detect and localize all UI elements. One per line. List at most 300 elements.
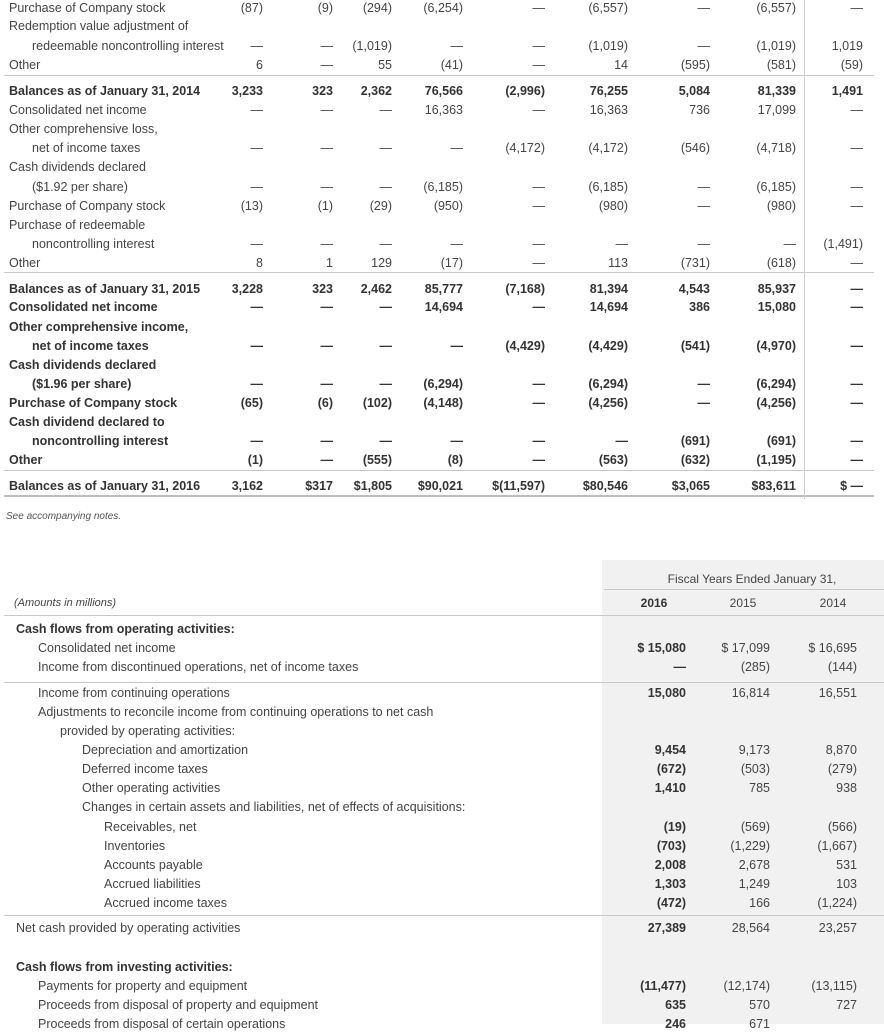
row-label: Cash dividend declared to	[9, 415, 165, 429]
value-cell: 113	[608, 256, 628, 270]
value-cell: —	[320, 180, 333, 194]
value-cell: 166	[749, 896, 770, 910]
divider	[4, 682, 884, 683]
value-cell: —	[850, 282, 863, 296]
value-cell: (9)	[317, 1, 333, 15]
value-cell: 55	[378, 58, 392, 72]
divider	[4, 75, 874, 76]
column-divider	[804, 0, 805, 499]
value-cell: —	[379, 141, 392, 155]
row-label: provided by operating activities:	[60, 724, 236, 738]
equity-row	[0, 56, 884, 75]
divider	[4, 615, 884, 616]
value-cell: (7,168)	[505, 282, 545, 296]
row-label: Payments for property and equipment	[38, 979, 248, 993]
row-label: Other	[9, 453, 43, 467]
value-cell: (4,148)	[423, 396, 463, 410]
row-label: Other	[9, 58, 41, 72]
value-cell: 2,362	[360, 84, 392, 98]
value-cell: (1,667)	[817, 839, 857, 853]
value-cell: —	[697, 199, 710, 213]
value-cell: $(11,597)	[492, 479, 545, 493]
value-cell: —	[532, 237, 545, 251]
value-cell: (581)	[766, 58, 796, 72]
value-cell: —	[850, 199, 863, 213]
equity-row	[0, 178, 884, 197]
value-cell: —	[850, 396, 863, 410]
cashflow-row	[0, 722, 884, 741]
value-cell: —	[250, 103, 263, 117]
value-cell: —	[532, 180, 545, 194]
value-cell: (618)	[766, 256, 796, 270]
value-cell: —	[450, 39, 463, 53]
value-cell: 15,080	[647, 686, 686, 700]
value-cell: 635	[665, 998, 686, 1012]
equity-row	[0, 37, 884, 56]
value-cell: —	[379, 339, 392, 353]
value-cell: (566)	[827, 820, 857, 834]
value-cell: 76,255	[589, 84, 628, 98]
equity-row	[0, 280, 884, 299]
equity-row	[0, 337, 884, 356]
value-cell: 103	[836, 877, 857, 891]
value-cell: —	[320, 237, 333, 251]
row-label: Cash flows from operating activities:	[16, 622, 235, 636]
cashflow-row	[0, 837, 884, 856]
row-label: Other comprehensive loss,	[9, 122, 158, 136]
row-label: Purchase of Company stock	[9, 199, 166, 213]
value-cell: —	[320, 300, 333, 314]
value-cell: (4,172)	[588, 141, 628, 155]
value-cell: (1,195)	[756, 453, 796, 467]
equity-row	[0, 413, 884, 432]
equity-row	[0, 298, 884, 317]
value-cell: —	[320, 141, 333, 155]
row-label: Consolidated net income	[9, 300, 158, 314]
equity-row	[0, 216, 884, 235]
amounts-label: (Amounts in millions)	[14, 597, 117, 609]
value-cell: (563)	[598, 453, 628, 467]
value-cell: $ 16,695	[808, 641, 857, 655]
value-cell: —	[532, 103, 545, 117]
value-cell: (19)	[663, 820, 686, 834]
row-label: Accrued liabilities	[104, 877, 201, 891]
value-cell: $317	[305, 479, 333, 493]
value-cell: —	[450, 237, 463, 251]
cashflow-row	[0, 1015, 884, 1034]
value-cell: (8)	[447, 453, 463, 467]
value-cell: (691)	[680, 434, 710, 448]
value-cell: (17)	[440, 256, 463, 270]
row-label: Accrued income taxes	[104, 896, 227, 910]
value-cell: 2,462	[360, 282, 392, 296]
value-cell: 28,564	[731, 921, 770, 935]
cashflow-row	[0, 996, 884, 1015]
value-cell: —	[250, 237, 263, 251]
row-label: Cash flows from investing activities:	[16, 960, 233, 974]
row-label: Redemption value adjustment of	[9, 19, 189, 33]
value-cell: 246	[665, 1017, 686, 1031]
value-cell: (703)	[656, 839, 686, 853]
cashflow-row	[0, 919, 884, 938]
value-cell: —	[532, 256, 545, 270]
value-cell: 3,162	[231, 479, 263, 493]
cashflow-row	[0, 875, 884, 894]
value-cell: —	[783, 237, 796, 251]
value-cell: —	[450, 339, 463, 353]
value-cell: 1,491	[831, 84, 863, 98]
value-cell: $1,805	[353, 479, 392, 493]
value-cell: 5,084	[678, 84, 710, 98]
value-cell: (6,557)	[588, 1, 628, 15]
value-cell: —	[532, 300, 545, 314]
value-cell: —	[320, 434, 333, 448]
value-cell: 2,678	[738, 858, 770, 872]
equity-row	[0, 0, 884, 18]
value-cell: 1,019	[831, 39, 863, 53]
value-cell: 570	[749, 998, 770, 1012]
row-label: Other comprehensive income,	[9, 320, 189, 334]
value-cell: —	[673, 660, 686, 674]
value-cell: (6,185)	[423, 180, 463, 194]
value-cell: (503)	[740, 762, 770, 776]
cashflow-row	[0, 703, 884, 722]
value-cell: —	[697, 39, 710, 53]
value-cell: (4,172)	[505, 141, 545, 155]
value-cell: (6,294)	[423, 377, 463, 391]
value-cell: (6)	[317, 396, 333, 410]
value-cell: $3,065	[671, 479, 710, 493]
value-cell: (691)	[766, 434, 796, 448]
value-cell: (4,256)	[588, 396, 628, 410]
value-cell: —	[532, 377, 545, 391]
row-label: Income from discontinued operations, net of income taxes	[38, 660, 359, 674]
value-cell: 785	[749, 781, 770, 795]
value-cell: (12,174)	[723, 979, 770, 993]
row-label: noncontrolling interest	[32, 237, 155, 251]
cashflow-row	[0, 658, 884, 677]
value-cell: (6,254)	[423, 1, 463, 15]
value-cell: —	[379, 103, 392, 117]
divider	[4, 915, 884, 916]
value-cell: —	[320, 453, 333, 467]
row-label: Changes in certain assets and liabilities, net of effects of acquisitions:	[82, 800, 466, 814]
value-cell: (980)	[598, 199, 628, 213]
cashflow-row	[0, 684, 884, 703]
year-2016: 2016	[640, 596, 668, 610]
cashflow-row	[0, 760, 884, 779]
row-label: Inventories	[104, 839, 166, 853]
equity-row	[0, 158, 884, 177]
value-cell: —	[379, 300, 392, 314]
value-cell: 14,694	[589, 300, 628, 314]
row-label: ($1.92 per share)	[32, 180, 128, 194]
value-cell: (472)	[656, 896, 686, 910]
value-cell: 14	[614, 58, 628, 72]
value-cell: —	[697, 1, 710, 15]
row-label: Proceeds from disposal of property and equipment	[38, 998, 319, 1012]
value-cell: —	[250, 339, 263, 353]
value-cell: —	[250, 300, 263, 314]
cashflow-row	[0, 741, 884, 760]
value-cell: (980)	[766, 199, 796, 213]
value-cell: (65)	[240, 396, 263, 410]
value-cell: —	[532, 39, 545, 53]
equity-row	[0, 120, 884, 139]
row-label: Adjustments to reconcile income from continuing operations to net cash	[38, 705, 434, 719]
cashflow-row	[0, 818, 884, 837]
value-cell: —	[697, 237, 710, 251]
value-cell: —	[532, 396, 545, 410]
value-cell: 15,080	[757, 300, 796, 314]
value-cell: 8,870	[825, 743, 857, 757]
cashflow-row	[0, 856, 884, 875]
value-cell: —	[320, 103, 333, 117]
value-cell: (2,996)	[505, 84, 545, 98]
value-cell: —	[850, 256, 863, 270]
value-cell: 386	[689, 300, 710, 314]
row-label: Balances as of January 31, 2015	[9, 282, 201, 296]
value-cell: —	[532, 58, 545, 72]
value-cell: (1,019)	[588, 39, 628, 53]
row-label: Cash dividends declared	[9, 160, 146, 174]
value-cell: (6,294)	[756, 377, 796, 391]
value-cell: 8	[256, 256, 263, 270]
divider	[4, 272, 874, 273]
value-cell: —	[320, 58, 333, 72]
value-cell: 3,228	[231, 282, 263, 296]
equity-row	[0, 235, 884, 254]
row-label: Depreciation and amortization	[82, 743, 249, 757]
row-label: net of income taxes	[32, 339, 149, 353]
value-cell: —	[320, 377, 333, 391]
equity-row	[0, 356, 884, 375]
value-cell: 736	[689, 103, 710, 117]
period-header: Fiscal Years Ended January 31,	[667, 572, 837, 586]
cashflow-row	[0, 958, 884, 977]
value-cell: (6,294)	[588, 377, 628, 391]
value-cell: (144)	[827, 660, 857, 674]
row-label: redeemable noncontrolling interest	[32, 39, 224, 53]
value-cell: 6	[256, 58, 263, 72]
value-cell: 1	[326, 256, 333, 270]
equity-row	[0, 451, 884, 470]
value-cell: (11,477)	[640, 979, 686, 993]
row-label: Income from continuing operations	[38, 686, 230, 700]
value-cell: $ 15,080	[637, 641, 686, 655]
value-cell: 671	[749, 1017, 770, 1031]
value-cell: —	[250, 180, 263, 194]
equity-row	[0, 318, 884, 337]
value-cell: (672)	[656, 762, 686, 776]
value-cell: $90,021	[417, 479, 463, 493]
row-label: Deferred income taxes	[82, 762, 208, 776]
value-cell: —	[850, 377, 863, 391]
value-cell: (41)	[440, 58, 463, 72]
equity-row	[0, 477, 884, 496]
equity-row	[0, 394, 884, 413]
value-cell: —	[250, 141, 263, 155]
year-2015: 2015	[729, 596, 757, 610]
value-cell: (569)	[740, 820, 770, 834]
value-cell: —	[697, 377, 710, 391]
value-cell: $ —	[840, 479, 863, 493]
value-cell: —	[850, 434, 863, 448]
value-cell: 76,566	[424, 84, 463, 98]
cashflow-row	[0, 779, 884, 798]
value-cell: —	[532, 434, 545, 448]
row-label: Other	[9, 256, 41, 270]
value-cell: —	[320, 39, 333, 53]
value-cell: —	[532, 1, 545, 15]
value-cell: (29)	[369, 199, 392, 213]
value-cell: 27,389	[647, 921, 686, 935]
value-cell: (1,019)	[352, 39, 392, 53]
row-label: Receivables, net	[104, 820, 197, 834]
row-label: Accounts payable	[104, 858, 203, 872]
value-cell: (294)	[362, 1, 392, 15]
value-cell: (6,185)	[588, 180, 628, 194]
divider	[4, 470, 874, 471]
value-cell: 16,814	[731, 686, 770, 700]
value-cell: (4,718)	[756, 141, 796, 155]
value-cell: 16,363	[589, 103, 628, 117]
row-label: ($1.96 per share)	[32, 377, 132, 391]
divider-double	[4, 495, 874, 497]
row-label: Purchase of redeemable	[9, 218, 146, 232]
value-cell: 16,363	[424, 103, 463, 117]
row-label: Balances as of January 31, 2014	[9, 84, 201, 98]
value-cell: $83,611	[751, 479, 796, 493]
value-cell: (102)	[362, 396, 392, 410]
value-cell: 938	[836, 781, 857, 795]
value-cell: —	[320, 339, 333, 353]
value-cell: (595)	[680, 58, 710, 72]
value-cell: (13,115)	[811, 979, 857, 993]
value-cell: (731)	[680, 256, 710, 270]
value-cell: —	[450, 141, 463, 155]
value-cell: —	[250, 377, 263, 391]
value-cell: —	[615, 237, 628, 251]
value-cell: (1)	[317, 199, 333, 213]
value-cell: —	[850, 300, 863, 314]
value-cell: (1,229)	[730, 839, 770, 853]
value-cell: (555)	[362, 453, 392, 467]
value-cell: 3,233	[231, 84, 263, 98]
value-cell: —	[532, 199, 545, 213]
value-cell: —	[850, 339, 863, 353]
cashflow-row	[0, 798, 884, 817]
row-label: Consolidated net income	[38, 641, 176, 655]
row-label: Purchase of Company stock	[9, 396, 178, 410]
value-cell: 727	[836, 998, 857, 1012]
equity-row	[0, 375, 884, 394]
value-cell: (1,491)	[823, 237, 863, 251]
period-header-row	[0, 570, 884, 589]
value-cell: —	[850, 453, 863, 467]
value-cell: $80,546	[582, 479, 628, 493]
equity-row	[0, 101, 884, 120]
value-cell: (4,256)	[756, 396, 796, 410]
value-cell: 323	[312, 282, 333, 296]
value-cell: 85,937	[757, 282, 796, 296]
value-cell: —	[697, 180, 710, 194]
cashflow-row	[0, 894, 884, 913]
row-label: Consolidated net income	[9, 103, 147, 117]
value-cell: 16,551	[818, 686, 857, 700]
equity-row	[0, 17, 884, 36]
value-cell: 9,454	[654, 743, 686, 757]
value-cell: (279)	[827, 762, 857, 776]
value-cell: (4,970)	[756, 339, 796, 353]
value-cell: —	[250, 434, 263, 448]
value-cell: 2,008	[654, 858, 686, 872]
row-label: Proceeds from disposal of certain operations	[38, 1017, 286, 1031]
value-cell: (6,185)	[756, 180, 796, 194]
value-cell: —	[450, 434, 463, 448]
value-cell: —	[697, 396, 710, 410]
value-cell: 531	[836, 858, 857, 872]
value-cell: (1,224)	[817, 896, 857, 910]
value-cell: —	[379, 377, 392, 391]
divider	[604, 589, 884, 590]
value-cell: (1,019)	[756, 39, 796, 53]
value-cell: (950)	[433, 199, 463, 213]
value-cell: 129	[371, 256, 392, 270]
value-cell: (632)	[680, 453, 710, 467]
value-cell: (59)	[840, 58, 863, 72]
value-cell: (1)	[247, 453, 263, 467]
value-cell: —	[379, 434, 392, 448]
value-cell: —	[850, 1, 863, 15]
accompanying-notes: See accompanying notes.	[6, 511, 122, 522]
value-cell: (546)	[680, 141, 710, 155]
value-cell: —	[532, 453, 545, 467]
row-label: Net cash provided by operating activities	[16, 921, 241, 935]
row-label: Other operating activities	[82, 781, 221, 795]
value-cell: —	[850, 103, 863, 117]
value-cell: —	[250, 39, 263, 53]
row-label: Cash dividends declared	[9, 358, 157, 372]
value-cell: 23,257	[818, 921, 857, 935]
year-header-row	[0, 594, 884, 613]
cashflow-row	[0, 977, 884, 996]
value-cell: 4,543	[678, 282, 710, 296]
equity-row	[0, 197, 884, 216]
row-label: net of income taxes	[32, 141, 141, 155]
equity-row	[0, 82, 884, 101]
cashflow-row	[0, 620, 884, 639]
row-label: Balances as of January 31, 2016	[9, 479, 201, 493]
value-cell: 9,173	[738, 743, 770, 757]
value-cell: (4,429)	[588, 339, 628, 353]
value-cell: 85,777	[424, 282, 463, 296]
value-cell: 323	[312, 84, 333, 98]
value-cell: —	[379, 237, 392, 251]
value-cell: 81,339	[757, 84, 796, 98]
row-label: Purchase of Company stock	[9, 1, 166, 15]
value-cell: 14,694	[424, 300, 463, 314]
value-cell: (6,557)	[756, 1, 796, 15]
value-cell: (541)	[680, 339, 710, 353]
value-cell: 1,249	[738, 877, 770, 891]
value-cell: 17,099	[757, 103, 796, 117]
equity-row	[0, 254, 884, 273]
year-2014: 2014	[819, 596, 847, 610]
value-cell: —	[379, 180, 392, 194]
value-cell: (13)	[240, 199, 263, 213]
value-cell: (4,429)	[505, 339, 545, 353]
